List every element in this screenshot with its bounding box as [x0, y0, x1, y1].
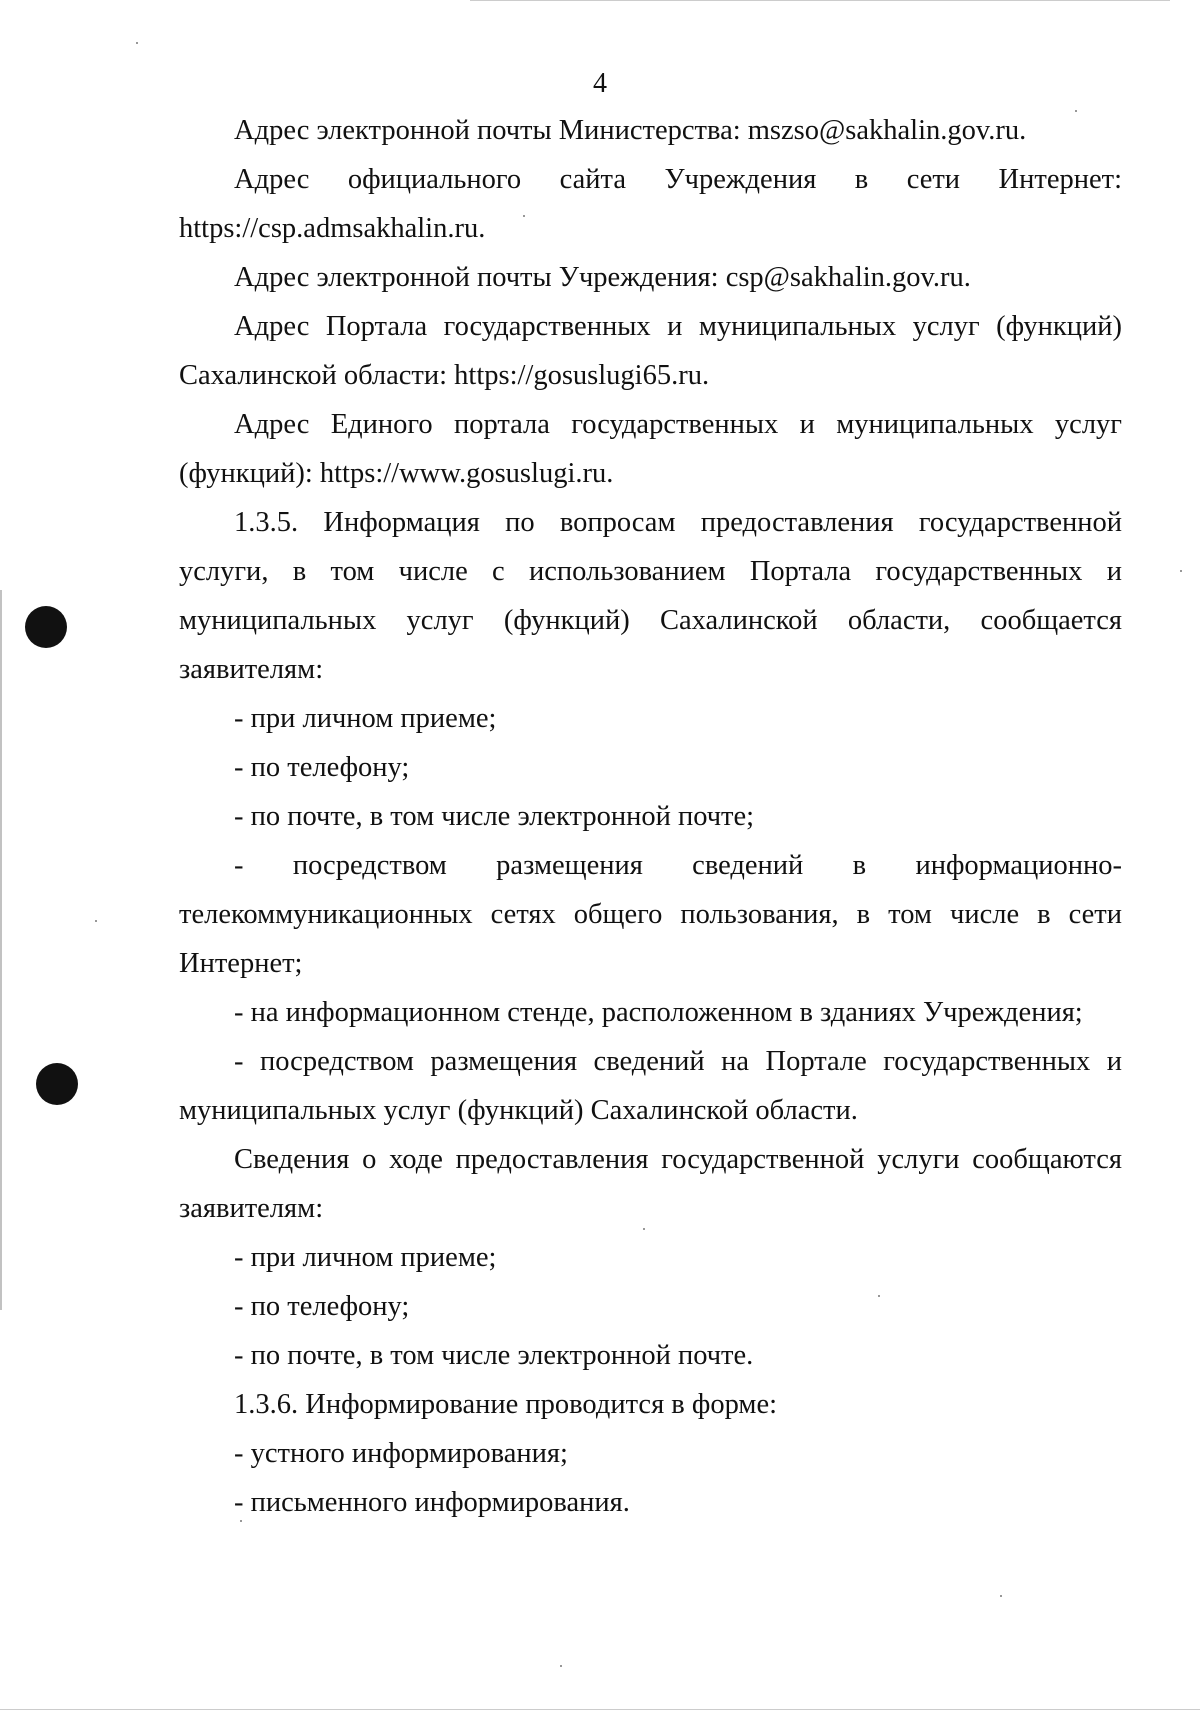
scan-edge-top: [470, 0, 1170, 1]
list-item: - при личном приеме;: [234, 703, 497, 734]
scan-speck: [1075, 110, 1077, 112]
document-body: [179, 106, 1122, 1527]
list-item: - письменного информирования.: [234, 1487, 630, 1518]
scan-speck: [878, 1295, 880, 1297]
paragraph-unified-portal: Адрес Единого портала государственных и муниципальных услуг (функций): https://www.gosuslugi.ru.: [179, 409, 1122, 489]
list-item: - по телефону;: [234, 1291, 410, 1322]
scan-speck: [523, 215, 525, 217]
scan-speck: [560, 1665, 562, 1667]
paragraph-1-3-6: 1.3.6. Информирование проводится в форме:: [234, 1389, 778, 1420]
scan-edge-bottom: [0, 1709, 1200, 1710]
list-item: - при личном приеме;: [234, 1242, 497, 1273]
scan-speck: [95, 920, 97, 922]
list-item: - по почте, в том числе электронной почте;: [234, 801, 755, 832]
scan-speck: [643, 1228, 645, 1230]
list-item: - посредством размещения сведений в информационно-телекоммуникационных сетях общего пользования, в том числе в сети Интернет;: [179, 850, 1122, 979]
list-item: - устного информирования;: [234, 1438, 568, 1469]
paragraph-progress-info: Сведения о ходе предоставления государственной услуги сообщаются заявителям:: [179, 1144, 1122, 1224]
punch-hole-bottom: [36, 1063, 78, 1105]
list-item: - по телефону;: [234, 752, 410, 783]
paragraph-institution-website: Адрес официального сайта Учреждения в сети Интернет: https://csp.admsakhalin.ru.: [179, 164, 1122, 244]
scan-speck: [136, 42, 138, 44]
scan-speck: [1000, 1595, 1002, 1597]
scan-speck: [1180, 570, 1182, 572]
punch-hole-top: [25, 606, 67, 648]
list-item: - на информационном стенде, расположенном в зданиях Учреждения;: [234, 997, 1083, 1028]
list-item: - по почте, в том числе электронной почте.: [234, 1340, 754, 1371]
list-item: - посредством размещения сведений на Портале государственных и муниципальных услуг (функций) Сахалинской области.: [179, 1046, 1122, 1126]
scan-edge-left: [0, 590, 2, 1310]
paragraph-institution-email: Адрес электронной почты Учреждения: csp@sakhalin.gov.ru.: [234, 262, 971, 293]
paragraph-1-3-5: 1.3.5. Информация по вопросам предоставления государственной услуги, в том числе с использованием Портала государственных и муниципальных услуг (функций) Сахалинской области, сообщается заявителям:: [179, 507, 1122, 685]
page-number: 4: [593, 68, 607, 99]
scan-speck: [240, 1520, 242, 1522]
paragraph-ministry-email: Адрес электронной почты Министерства: mszso@sakhalin.gov.ru.: [234, 115, 1027, 146]
paragraph-regional-portal: Адрес Портала государственных и муниципальных услуг (функций) Сахалинской области: https://gosuslugi65.ru.: [179, 311, 1122, 391]
